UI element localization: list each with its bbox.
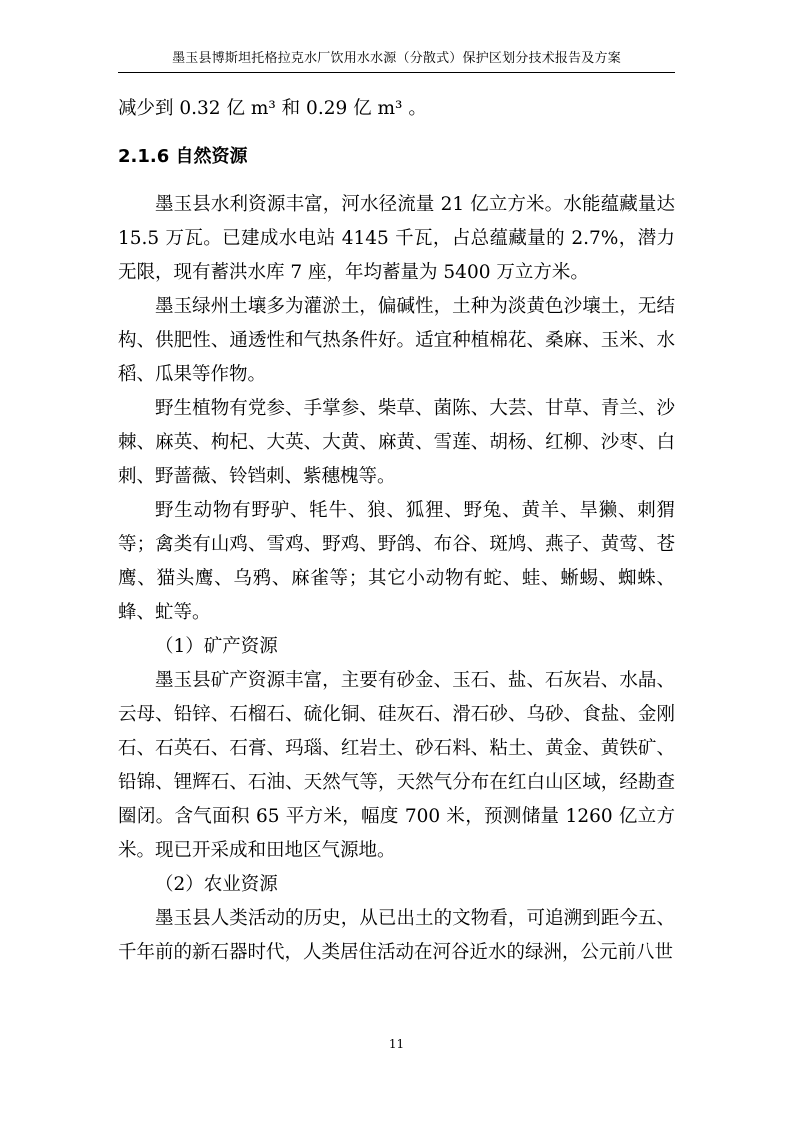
subsection-heading-agriculture: （2）农业资源 — [155, 874, 278, 895]
header-rule — [118, 72, 675, 73]
paragraph-wild-animals: 野生动物有野驴、牦牛、狼、狐狸、野兔、黄羊、旱獭、刺猬等；禽类有山鸡、雪鸡、野鸡、野鸽、布谷、斑鸠、燕子、黄莺、苍鹰、猫头鹰、乌鸦、麻雀等；其它小动物有蛇、蛙、蜥蜴、蜘蛛、蜂、虻等。 — [118, 500, 675, 623]
running-header: 墨玉县博斯坦托格拉克水厂饮用水水源（分散式）保护区划分技术报告及方案 — [172, 51, 621, 66]
paragraph-agriculture: 墨玉县人类活动的历史，从已出土的文物看，可追溯到距今五、千年前的新石器时代，人类居住活动在河谷近水的绿洲，公元前八世 — [118, 908, 675, 963]
page-body — [118, 92, 675, 970]
continued-line: 减少到 0.32 亿 m³ 和 0.29 亿 m³ 。 — [118, 98, 427, 119]
paragraph-minerals: 墨玉县矿产资源丰富，主要有砂金、玉石、盐、石灰岩、水晶、云母、铅锌、石榴石、硫化铜、硅灰石、滑石砂、乌砂、食盐、金刚石、石英石、石膏、玛瑙、红岩土、砂石料、粘土、黄金、黄铁矿、铅锦、锂辉石、石油、天然气等，天然气分布在红白山区域，经勘查圈闭。含气面积 65 平方米，幅度 700 米，预测储量 1260 亿立方米。现已开采成和田地区气源地。 — [118, 670, 675, 861]
paragraph-water-resources: 墨玉县水利资源丰富，河水径流量 21 亿立方米。水能蕴藏量达 15.5 万瓦。已建成水电站 4145 千瓦，占总蕴藏量的 2.7%，潜力无限，现有蓄洪水库 7 座，年均蓄量为 5400 万立方米。 — [118, 194, 675, 283]
section-heading: 2.1.6 自然资源 — [118, 146, 248, 167]
page-number: 11 — [388, 1037, 405, 1051]
subsection-heading-minerals: （1）矿产资源 — [155, 636, 278, 657]
paragraph-soil: 墨玉绿州土壤多为灌淤土，偏碱性，土种为淡黄色沙壤土，无结构、供肥性、通透性和气热条件好。适宜种植棉花、桑麻、玉米、水稻、瓜果等作物。 — [118, 296, 675, 385]
paragraph-wild-plants: 野生植物有党参、手掌参、柴草、菌陈、大芸、甘草、青兰、沙棘、麻英、枸杞、大英、大黄、麻黄、雪莲、胡杨、红柳、沙枣、白刺、野蔷薇、铃铛刺、紫穗槐等。 — [118, 398, 675, 487]
